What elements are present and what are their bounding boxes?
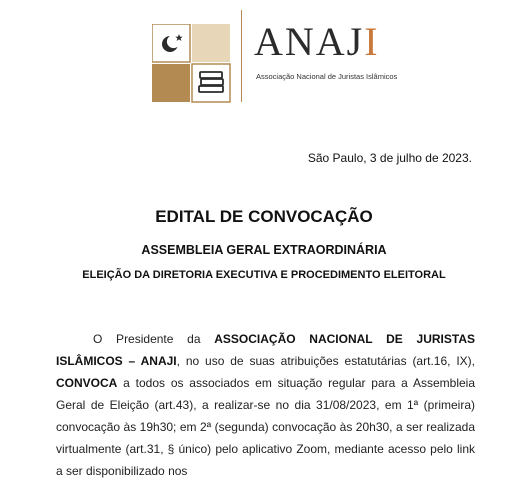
body-text-1: O Presidente da [93, 332, 215, 346]
body-text-3: a todos os associados em situação regular para a Assembleia Geral de Eleição (art.43), a realizar-se no dia 31/08/2023, em 1ª (primeira) convocação às 19h30; em 2ª (segunda) convocação às 20h30, a ser realizada virtualmente (art.31, § único) pelo aplicativo Zoom, mediante acesso pelo link a ser disponibilizado nos [56, 376, 475, 478]
logo-tile-top-right [192, 24, 230, 62]
body-text-2: , no uso de suas atribuições estatutárias (art.16, IX), [176, 354, 475, 368]
brand-name [254, 19, 380, 64]
brand-name-accent: I [364, 19, 380, 64]
anaji-logo-icon [152, 24, 232, 104]
document-date: São Paulo, 3 de julho de 2023. [307, 151, 472, 165]
convocation-paragraph [56, 328, 475, 482]
logo-tile-books [192, 64, 230, 102]
brand-name-prefix: ANAJ [254, 19, 365, 64]
logo-tile-bottom-left [152, 64, 190, 102]
convoca-keyword: CONVOCA [56, 376, 118, 390]
logo-divider [241, 10, 242, 102]
document-title: EDITAL DE CONVOCAÇÃO [155, 207, 373, 226]
brand-subtitle: Associação Nacional de Juristas Islâmicos [256, 72, 398, 81]
document-subtitle: ASSEMBLEIA GERAL EXTRAORDINÁRIA [141, 243, 387, 257]
document-subtitle-election: ELEIÇÃO DA DIRETORIA EXECUTIVA E PROCEDIMENTO ELEITORAL [82, 269, 446, 281]
association-name: ASSOCIAÇÃO NACIONAL DE JURISTAS ISLÂMICOS – ANAJI [56, 332, 475, 368]
